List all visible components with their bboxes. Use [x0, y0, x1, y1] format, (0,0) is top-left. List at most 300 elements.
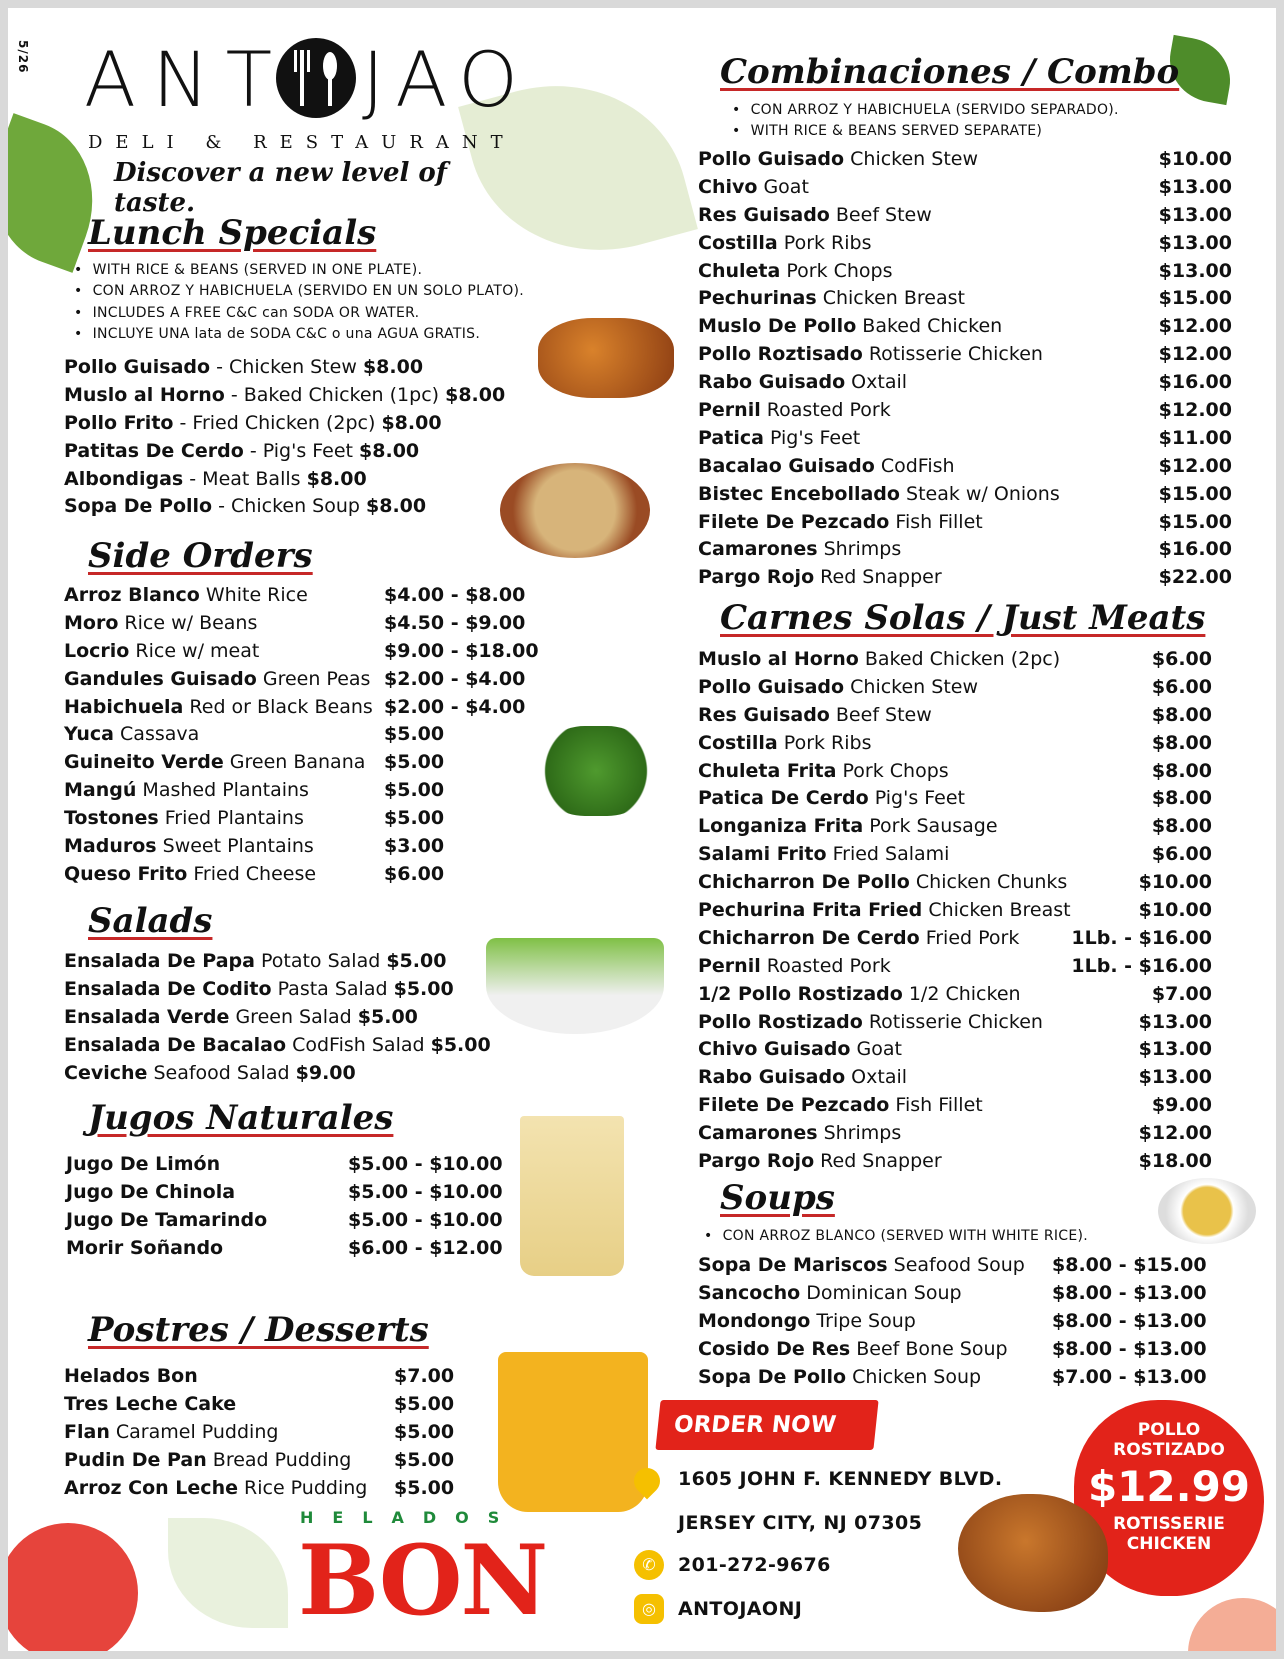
menu-row	[64, 638, 564, 666]
menu-row	[698, 925, 1218, 953]
soups-title: Soups	[720, 1178, 835, 1218]
menu-row	[698, 869, 1218, 897]
item-name-es: Jugo De Chinola	[66, 1180, 236, 1203]
item-name-es: Muslo De Pollo	[698, 315, 857, 338]
item-name	[698, 841, 949, 869]
item-price: $5.00	[357, 1005, 418, 1028]
item-name-en: Bread Pudding	[206, 1448, 352, 1471]
menu-row	[698, 1120, 1218, 1148]
item-name-es: Pargo Rojo	[698, 1150, 815, 1173]
item-name	[698, 1036, 902, 1064]
bon-logo: BON	[298, 1524, 547, 1637]
menu-row	[64, 777, 564, 805]
item-name-en: Fried Pork	[919, 926, 1020, 949]
item-name	[698, 564, 942, 592]
item-price: $13.00	[1138, 1010, 1212, 1033]
item-name-en: Beef Bone Soup	[850, 1337, 1008, 1360]
phone-icon: ✆	[634, 1550, 664, 1580]
brand-tagline: Discover a new level of taste.	[114, 158, 447, 218]
menu-row	[698, 1009, 1218, 1037]
item-name	[64, 1363, 198, 1391]
menu-row	[64, 833, 564, 861]
item-name-en: Pork Chops	[836, 759, 949, 782]
rotisserie-chicken-photo	[958, 1494, 1108, 1612]
item-name	[64, 1447, 351, 1475]
juice-photo	[520, 1116, 624, 1276]
item-name	[698, 1336, 1008, 1364]
item-name	[64, 777, 309, 805]
menu-row	[64, 805, 564, 833]
item-name-es: Mangú	[64, 779, 137, 802]
item-name-en: Chicken Stew	[844, 148, 979, 170]
menu-row	[66, 1235, 506, 1263]
salads-title: Salads	[88, 901, 213, 941]
item-name	[64, 721, 199, 749]
menu-row	[698, 509, 1238, 537]
promo-line-3: ROTISSERIE	[1113, 1514, 1225, 1534]
note-line: • CON ARROZ Y HABICHUELA (SERVIDO SEPARADO).	[732, 100, 1119, 121]
item-price: $6.00	[1151, 648, 1212, 670]
item-name-en: Chicken Breast	[816, 287, 965, 310]
item-name	[698, 730, 872, 758]
item-name-es: Chicharron De Cerdo	[698, 926, 920, 949]
menu-row	[698, 258, 1238, 286]
item-name-es: Res Guisado	[698, 203, 830, 226]
item-name-es: Morir Soñando	[66, 1236, 224, 1259]
menu-row	[698, 425, 1238, 453]
menu-row	[698, 341, 1238, 369]
item-name-es: Tres Leche Cake	[64, 1392, 237, 1415]
item-name	[698, 425, 860, 453]
item-name	[698, 813, 998, 841]
item-name-en: Dominican Soup	[800, 1281, 962, 1304]
item-name-es: Filete De Pezcado	[698, 510, 890, 533]
item-name-en: Pork Ribs	[777, 731, 872, 754]
address-line-1: 1605 JOHN F. KENNEDY BLVD.	[678, 1468, 1003, 1490]
item-name	[698, 785, 965, 813]
item-price: $8.00 - $13.00	[1052, 1281, 1207, 1304]
menu-row	[64, 948, 504, 976]
item-name	[64, 1475, 367, 1503]
item-price: $9.00	[1151, 1094, 1212, 1117]
item-name	[698, 341, 1043, 369]
item-name-en: Oxtail	[845, 371, 908, 394]
promo-line-1: POLLO	[1137, 1420, 1201, 1440]
menu-row	[64, 582, 564, 610]
phone-number[interactable]: 201-272-9676	[678, 1554, 831, 1576]
item-name	[64, 354, 423, 382]
item-name-en: - Fried Chicken (2pc)	[173, 411, 376, 434]
svg-text:JAO: JAO	[362, 36, 522, 120]
item-price: $2.00 - $4.00	[384, 695, 526, 718]
item-name-es: Yuca	[64, 723, 114, 746]
item-name	[64, 382, 505, 410]
item-price: $4.00 - $8.00	[384, 584, 526, 606]
svg-text:ANT: ANT	[84, 36, 276, 120]
item-price: $13.00	[1158, 203, 1232, 226]
menu-row	[698, 1280, 1218, 1308]
item-price: $15.00	[1158, 510, 1232, 533]
item-name	[64, 833, 314, 861]
item-name-en: Cassava	[114, 723, 200, 746]
item-name	[698, 1364, 981, 1392]
item-name-en: Rotisserie Chicken	[862, 1010, 1043, 1033]
item-name-en: Green Banana	[223, 751, 366, 774]
meats-title: Carnes Solas / Just Meats	[720, 598, 1206, 638]
item-name	[64, 638, 259, 666]
item-name-en: Fish Fillet	[889, 510, 983, 533]
menu-page	[8, 8, 1276, 1651]
item-price: $8.00	[1151, 703, 1212, 726]
item-price: $12.00	[1138, 1122, 1212, 1145]
desserts-title: Postres / Desserts	[88, 1310, 429, 1350]
item-price: 1Lb. - $16.00	[1071, 954, 1212, 977]
item-name-es: Pechurina Frita Fried	[698, 899, 923, 922]
item-name-es: Pollo Frito	[64, 411, 174, 434]
menu-row	[698, 230, 1238, 258]
item-price: $5.00	[394, 1420, 455, 1443]
item-name	[698, 453, 955, 481]
item-name	[698, 674, 978, 702]
item-price: $6.00 - $12.00	[348, 1236, 503, 1259]
item-name-en: Pork Chops	[780, 259, 893, 282]
item-name-en: Roasted Pork	[760, 399, 891, 422]
antojao-logo	[84, 36, 524, 120]
order-now-badge[interactable]: ORDER NOW	[655, 1400, 878, 1450]
menu-row	[64, 1447, 464, 1475]
item-name-en: Fried Salami	[826, 843, 950, 866]
menu-row	[66, 1179, 506, 1207]
promo-line-2: ROSTIZADO	[1113, 1440, 1225, 1460]
item-name-es: Ensalada De Codito	[64, 977, 272, 1000]
instagram-handle[interactable]: ANTOJAONJ	[678, 1598, 803, 1620]
soup-photo	[1158, 1178, 1256, 1244]
item-name	[64, 610, 257, 638]
combo-title: Combinaciones / Combo	[720, 52, 1180, 92]
instagram-icon: ◎	[634, 1594, 664, 1624]
promo-line-4: CHICKEN	[1126, 1534, 1212, 1554]
item-name	[698, 369, 907, 397]
item-price: $5.00	[394, 1476, 455, 1499]
item-name	[698, 869, 1067, 897]
item-name-es: Longaniza Frita	[698, 815, 864, 838]
item-name-es: Sopa De Pollo	[698, 1365, 847, 1388]
menu-row	[64, 382, 534, 410]
item-name-es: Pollo Guisado	[64, 356, 211, 378]
item-name-es: Jugo De Tamarindo	[66, 1208, 268, 1231]
item-name-es: Pechurinas	[698, 287, 817, 310]
item-name	[64, 1004, 418, 1032]
item-name-en: Pig's Feet	[763, 426, 861, 449]
item-name	[698, 202, 932, 230]
item-name-en: - Pig's Feet	[243, 439, 353, 462]
item-price: $5.00	[394, 1392, 455, 1415]
item-name	[698, 536, 901, 564]
item-name-en: Roasted Pork	[760, 954, 891, 977]
item-name-es: Bacalao Guisado	[698, 454, 875, 477]
item-name-es: Pudin De Pan	[64, 1448, 207, 1471]
item-price: $6.00	[1151, 843, 1212, 866]
item-price: $10.00	[1138, 871, 1212, 894]
promo-price: $12.99	[1087, 1462, 1251, 1511]
item-name	[698, 146, 978, 174]
item-name-es: Chivo	[698, 175, 758, 198]
item-name	[698, 397, 891, 425]
item-price: $5.00	[384, 751, 445, 774]
item-name	[698, 1009, 1043, 1037]
item-name-es: Filete De Pezcado	[698, 1094, 890, 1117]
item-name-en: Potato Salad	[254, 950, 381, 972]
item-price: $12.00	[1158, 343, 1232, 366]
item-price: $13.00	[1158, 175, 1232, 198]
icecream-photo	[498, 1352, 648, 1512]
menu-row	[64, 1032, 504, 1060]
item-name	[698, 285, 965, 313]
lunch-items	[64, 354, 534, 521]
item-name-es: Ensalada De Papa	[64, 950, 255, 972]
item-name-es: Helados Bon	[64, 1365, 198, 1387]
menu-row	[698, 313, 1238, 341]
item-name	[64, 948, 446, 976]
item-price: $8.00	[1151, 731, 1212, 754]
item-price: $8.00	[306, 467, 367, 490]
item-name-en: Baked Chicken	[856, 315, 1003, 338]
salad-photo	[486, 938, 664, 1034]
menu-row	[64, 694, 564, 722]
item-name	[66, 1151, 220, 1179]
item-price: $5.00	[430, 1033, 491, 1056]
menu-row	[698, 646, 1218, 674]
tomato-decoration	[1188, 1598, 1276, 1651]
item-price: $12.00	[1158, 315, 1232, 338]
leaf-decoration	[168, 1518, 288, 1628]
item-price: $7.00	[394, 1365, 455, 1387]
item-name	[698, 509, 983, 537]
menu-row	[64, 1004, 504, 1032]
item-name	[64, 694, 373, 722]
item-name	[64, 582, 308, 610]
item-name-en: Pasta Salad	[271, 977, 388, 1000]
item-name-en: Rice Pudding	[237, 1476, 368, 1499]
item-name-es: Pollo Roztisado	[698, 343, 863, 366]
menu-row	[698, 174, 1238, 202]
item-name	[64, 466, 367, 494]
menu-row	[698, 1148, 1218, 1176]
item-name-es: Pollo Guisado	[698, 148, 845, 170]
menu-row	[698, 813, 1218, 841]
menu-row	[698, 397, 1238, 425]
item-name-en: Steak w/ Onions	[899, 482, 1060, 505]
item-price: $8.00	[445, 383, 506, 406]
sides-title: Side Orders	[88, 536, 313, 576]
item-name	[64, 749, 365, 777]
item-name-en: Fish Fillet	[889, 1094, 983, 1117]
item-name	[64, 1060, 356, 1088]
item-price: $10.00	[1138, 899, 1212, 922]
item-name	[64, 438, 419, 466]
item-name	[698, 702, 932, 730]
item-name-es: Chuleta Frita	[698, 759, 837, 782]
item-price: $6.00	[384, 862, 445, 885]
item-name-es: Ceviche	[64, 1061, 148, 1084]
item-price: $8.00	[359, 439, 420, 462]
menu-row	[698, 536, 1238, 564]
item-name	[698, 174, 809, 202]
menu-row	[698, 981, 1218, 1009]
menu-row	[64, 1419, 464, 1447]
menu-row	[698, 202, 1238, 230]
item-price: $7.00	[1151, 982, 1212, 1005]
lunch-notes	[74, 260, 524, 345]
item-name-en: Fried Cheese	[187, 862, 317, 885]
item-name	[64, 410, 442, 438]
menu-row	[698, 758, 1218, 786]
menu-row	[698, 1364, 1218, 1392]
menu-row	[64, 749, 564, 777]
item-price: $8.00 - $13.00	[1052, 1337, 1207, 1360]
item-name	[698, 953, 891, 981]
item-name-en: White Rice	[199, 584, 308, 606]
item-name	[64, 1419, 278, 1447]
item-name-en: - Baked Chicken (1pc)	[224, 383, 440, 406]
item-name	[64, 1391, 236, 1419]
item-name-en: Rotisserie Chicken	[862, 343, 1043, 366]
item-price: $16.00	[1158, 371, 1232, 394]
menu-row	[66, 1151, 506, 1179]
menu-row	[64, 466, 534, 494]
item-name-es: Res Guisado	[698, 703, 830, 726]
combo-notes	[732, 100, 1119, 143]
menu-row	[64, 354, 534, 382]
note-line: • CON ARROZ Y HABICHUELA (SERVIDO EN UN SOLO PLATO).	[74, 281, 524, 302]
menu-row	[698, 953, 1218, 981]
item-name-en: Chicken Breast	[922, 899, 1071, 922]
menu-row	[698, 369, 1238, 397]
item-name-en: CodFish	[874, 454, 955, 477]
item-name	[698, 258, 893, 286]
item-name-es: Locrio	[64, 639, 130, 662]
item-price: $5.00 - $10.00	[348, 1208, 503, 1231]
item-name-en: 1/2 Chicken	[902, 982, 1021, 1005]
item-price: $13.00	[1158, 231, 1232, 254]
item-name-es: Ensalada Verde	[64, 1005, 230, 1028]
item-name-es: Maduros	[64, 835, 157, 858]
helados-word: HELADOS	[300, 1508, 519, 1527]
item-name-es: 1/2 Pollo Rostizado	[698, 982, 903, 1005]
item-name-es: Sancocho	[698, 1281, 801, 1304]
item-name	[64, 976, 454, 1004]
item-name-es: Arroz Con Leche	[64, 1476, 238, 1499]
menu-row	[64, 1060, 504, 1088]
menu-row	[64, 666, 564, 694]
item-price: $13.00	[1138, 1066, 1212, 1089]
lunch-title: Lunch Specials	[88, 213, 377, 253]
item-name-en: Pork Sausage	[863, 815, 998, 838]
item-name-en: Beef Stew	[829, 703, 932, 726]
item-name-en: Pork Ribs	[777, 231, 872, 254]
item-price: $13.00	[1158, 259, 1232, 282]
menu-row	[698, 1064, 1218, 1092]
item-price: $18.00	[1138, 1150, 1212, 1173]
note-line: • CON ARROZ BLANCO (SERVED WITH WHITE RICE).	[704, 1226, 1088, 1247]
item-name	[698, 481, 1060, 509]
item-name-es: Ensalada De Bacalao	[64, 1033, 287, 1056]
item-name-en: Chicken Soup	[846, 1365, 982, 1388]
soups-items	[698, 1252, 1218, 1391]
item-name-en: Rice w/ meat	[129, 639, 260, 662]
item-name-en: Sweet Plantains	[156, 835, 314, 858]
item-name-en: Beef Stew	[829, 203, 932, 226]
menu-row	[64, 493, 534, 521]
meats-items	[698, 646, 1218, 1176]
item-name-es: Patica	[698, 426, 764, 449]
menu-row	[698, 285, 1238, 313]
item-name	[64, 666, 370, 694]
item-price: $5.00	[393, 977, 454, 1000]
menu-row	[698, 564, 1238, 592]
menu-row	[698, 146, 1238, 174]
item-name	[698, 1120, 901, 1148]
item-name	[698, 313, 1002, 341]
item-name-en: Fried Plantains	[158, 807, 304, 830]
address-line-2: JERSEY CITY, NJ 07305	[678, 1512, 923, 1534]
item-name-en: Shrimps	[817, 538, 902, 561]
menu-row	[698, 453, 1238, 481]
item-name	[698, 925, 1019, 953]
item-price: $5.00	[384, 723, 445, 746]
item-name	[64, 805, 304, 833]
combo-items	[698, 146, 1238, 592]
item-name-es: Moro	[64, 611, 119, 634]
item-price: $8.00	[381, 411, 442, 434]
item-price: $8.00	[362, 356, 424, 378]
item-name-es: Queso Frito	[64, 862, 188, 885]
menu-row	[64, 976, 504, 1004]
menu-row	[64, 438, 534, 466]
item-price: $5.00 - $10.00	[348, 1180, 503, 1203]
item-name	[698, 897, 1071, 925]
item-name-es: Muslo al Horno	[64, 383, 225, 406]
item-price: $15.00	[1158, 287, 1232, 310]
item-name	[698, 1280, 962, 1308]
item-name-en: Green Peas	[256, 667, 371, 690]
item-name-es: Pernil	[698, 954, 761, 977]
item-name-es: Muslo al Horno	[698, 648, 859, 670]
sides-items	[64, 582, 564, 889]
item-name-es: Salami Frito	[698, 843, 827, 866]
menu-row	[64, 861, 564, 889]
item-price: $16.00	[1158, 538, 1232, 561]
item-name-en: Seafood Salad	[147, 1061, 290, 1084]
item-name	[64, 1032, 491, 1060]
item-name-en: Red Snapper	[814, 566, 942, 589]
item-price: $12.00	[1158, 399, 1232, 422]
item-name-es: Patitas De Cerdo	[64, 439, 244, 462]
item-price: $9.00 - $18.00	[384, 639, 539, 662]
tomato-decoration	[8, 1523, 138, 1651]
juices-title: Jugos Naturales	[88, 1098, 394, 1138]
brand-subtitle: DELI & RESTAURANT	[88, 132, 516, 153]
item-name-es: Sopa De Pollo	[64, 495, 213, 518]
item-price: $11.00	[1158, 426, 1232, 449]
item-name-es: Jugo De Limón	[66, 1153, 221, 1175]
item-price: $8.00 - $13.00	[1052, 1309, 1207, 1332]
item-name-en: Mashed Plantains	[136, 779, 309, 802]
item-name	[698, 758, 949, 786]
item-name	[66, 1207, 267, 1235]
item-price: 1Lb. - $16.00	[1071, 926, 1212, 949]
item-name-en: Red Snapper	[814, 1150, 942, 1173]
